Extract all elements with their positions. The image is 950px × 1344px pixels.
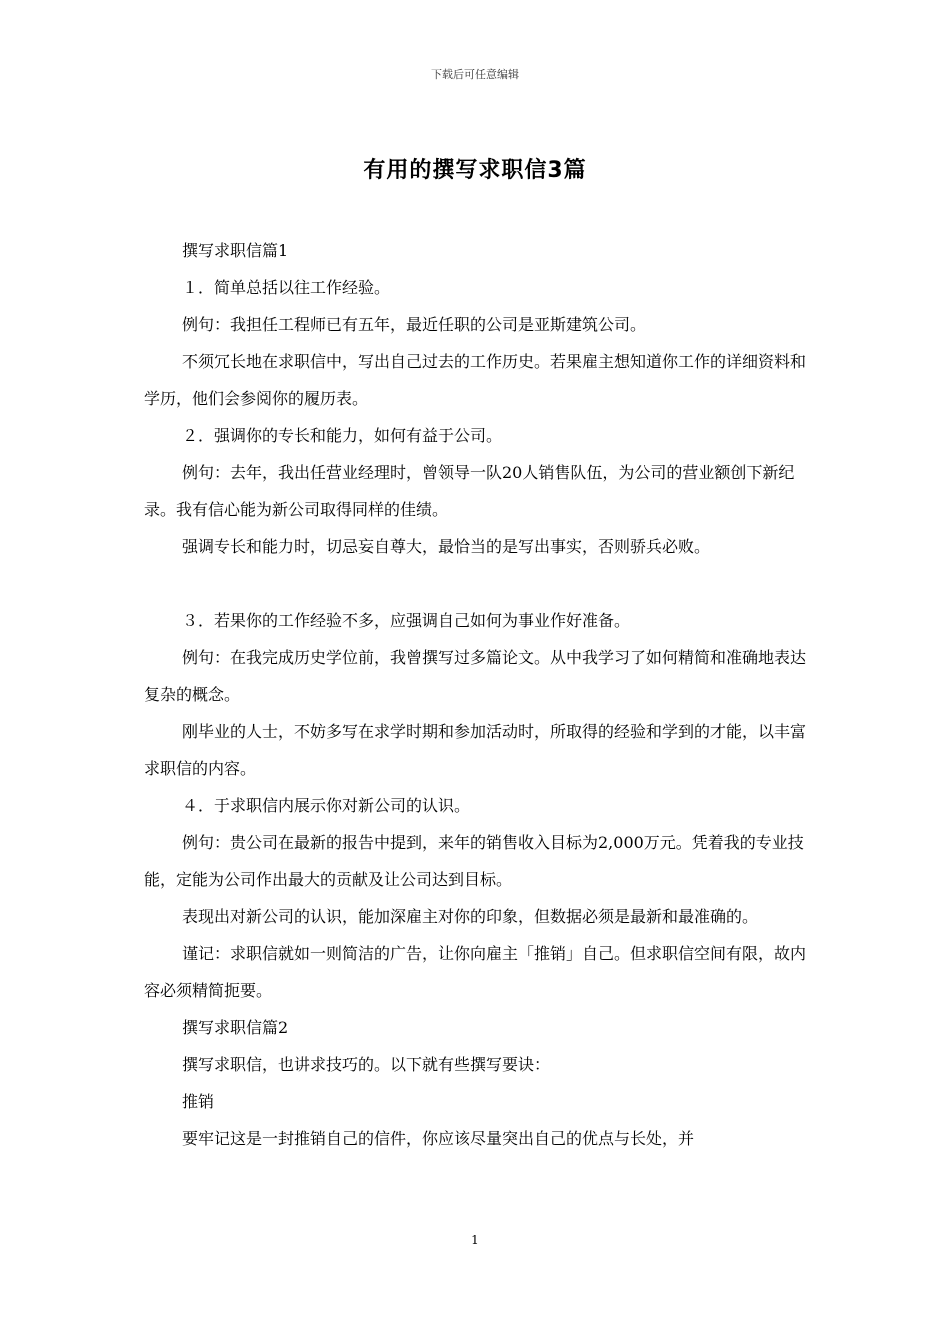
- paragraph: ４．于求职信内展示你对新公司的认识。: [182, 796, 471, 815]
- paragraph: 刚毕业的人士，不妨多写在求学时期和参加活动时，所取得的经验和学到的才能，以丰富求职信的内容。: [144, 722, 807, 778]
- paragraph: 例句：去年，我出任营业经理时，曾领导一队20人销售队伍，为公司的营业额创下新纪录。我有信心能为新公司取得同样的佳绩。: [144, 463, 795, 519]
- paragraph: 撰写求职信，也讲求技巧的。以下就有些撰写要诀：: [182, 1055, 551, 1074]
- paragraph: 谨记：求职信就如一则简洁的广告，让你向雇主「推销」自己。但求职信空间有限，故内容必须精简扼要。: [144, 944, 807, 1000]
- paragraph: 例句：我担任工程师已有五年，最近任职的公司是亚斯建筑公司。: [182, 315, 647, 334]
- paragraph: 例句：在我完成历史学位前，我曾撰写过多篇论文。从中我学习了如何精简和准确地表达复杂的概念。: [144, 648, 807, 704]
- page-number: 1: [471, 1233, 479, 1247]
- page-header-note: 下载后可任意编辑: [431, 68, 519, 81]
- paragraph: 例句：贵公司在最新的报告中提到，来年的销售收入目标为2,000万元。凭着我的专业技能，定能为公司作出最大的贡献及让公司达到目标。: [144, 833, 804, 889]
- paragraph: 强调专长和能力时，切忌妄自尊大，最恰当的是写出事实，否则骄兵必败。: [182, 537, 711, 556]
- paragraph: 撰写求职信篇2: [182, 1018, 289, 1037]
- paragraph: 撰写求职信篇1: [182, 241, 289, 260]
- paragraph: １．简单总括以往工作经验。: [182, 278, 391, 297]
- paragraph: ３．若果你的工作经验不多，应强调自己如何为事业作好准备。: [182, 611, 631, 630]
- paragraph: 要牢记这是一封推销自己的信件，你应该尽量突出自己的优点与长处，并: [182, 1129, 695, 1148]
- paragraph: 表现出对新公司的认识，能加深雇主对你的印象，但数据必须是最新和最准确的。: [182, 907, 759, 926]
- document-title: 有用的撰写求职信3篇: [363, 158, 587, 183]
- paragraph: 不须冗长地在求职信中，写出自己过去的工作历史。若果雇主想知道你工作的详细资料和学历，他们会参阅你的履历表。: [144, 352, 807, 408]
- paragraph: ２．强调你的专长和能力，如何有益于公司。: [182, 426, 503, 445]
- paragraph: 推销: [182, 1092, 215, 1111]
- document-body: [144, 232, 810, 1157]
